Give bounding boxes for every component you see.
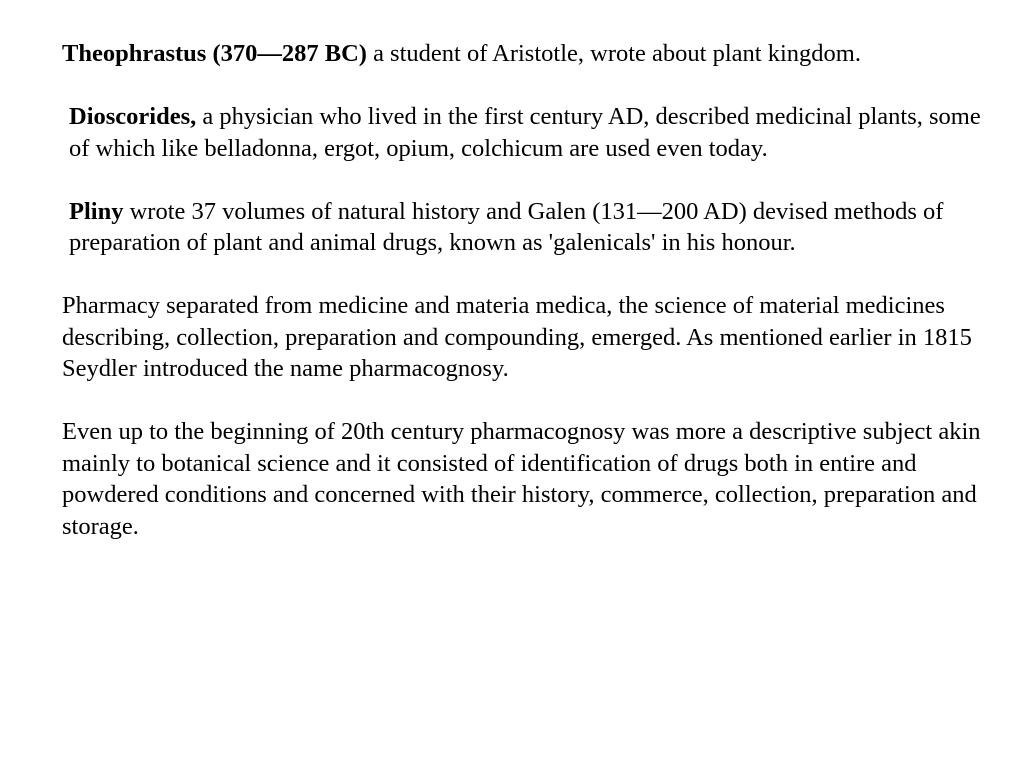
paragraph-spacer	[62, 70, 1007, 102]
text-dioscorides: a physician who lived in the first century AD, described medicinal plants, some of which like belladonna, ergot, opium, colchicum are used even today.	[69, 103, 981, 162]
term-pliny: Pliny	[69, 197, 124, 225]
text-pliny: wrote 37 volumes of natural history and Galen (131—200 AD) devised methods of preparation of plant and animal drugs, known as 'galenicals' in his honour.	[69, 197, 944, 256]
paragraph-dioscorides	[62, 101, 1007, 164]
term-dioscorides: Dioscorides,	[69, 103, 197, 130]
paragraph-pliny	[62, 196, 1007, 259]
term-theophrastus: Theophrastus (370—287 BC)	[62, 40, 367, 67]
paragraph-pharmacy: Pharmacy separated from medicine and materia medica, the science of material medicines describing, collection, preparation and compounding, emerged. As mentioned earlier in 1815 Seydler introduced the name pharmacognosy.	[62, 292, 972, 382]
paragraph-theophrastus	[62, 38, 1007, 70]
slide-body	[62, 38, 1007, 542]
text-theophrastus: a student of Aristotle, wrote about plant kingdom.	[366, 40, 861, 67]
paragraph-pharmacognosy: Even up to the beginning of 20th century pharmacognosy was more a descriptive subject akin mainly to botanical science and it consisted of identification of drugs both in entire and powdered conditions and concerned with their history, commerce, collection, preparation and storage.	[62, 418, 981, 540]
paragraph-spacer	[62, 164, 1007, 196]
paragraph-spacer	[62, 259, 1007, 291]
paragraph-spacer	[62, 385, 1007, 417]
